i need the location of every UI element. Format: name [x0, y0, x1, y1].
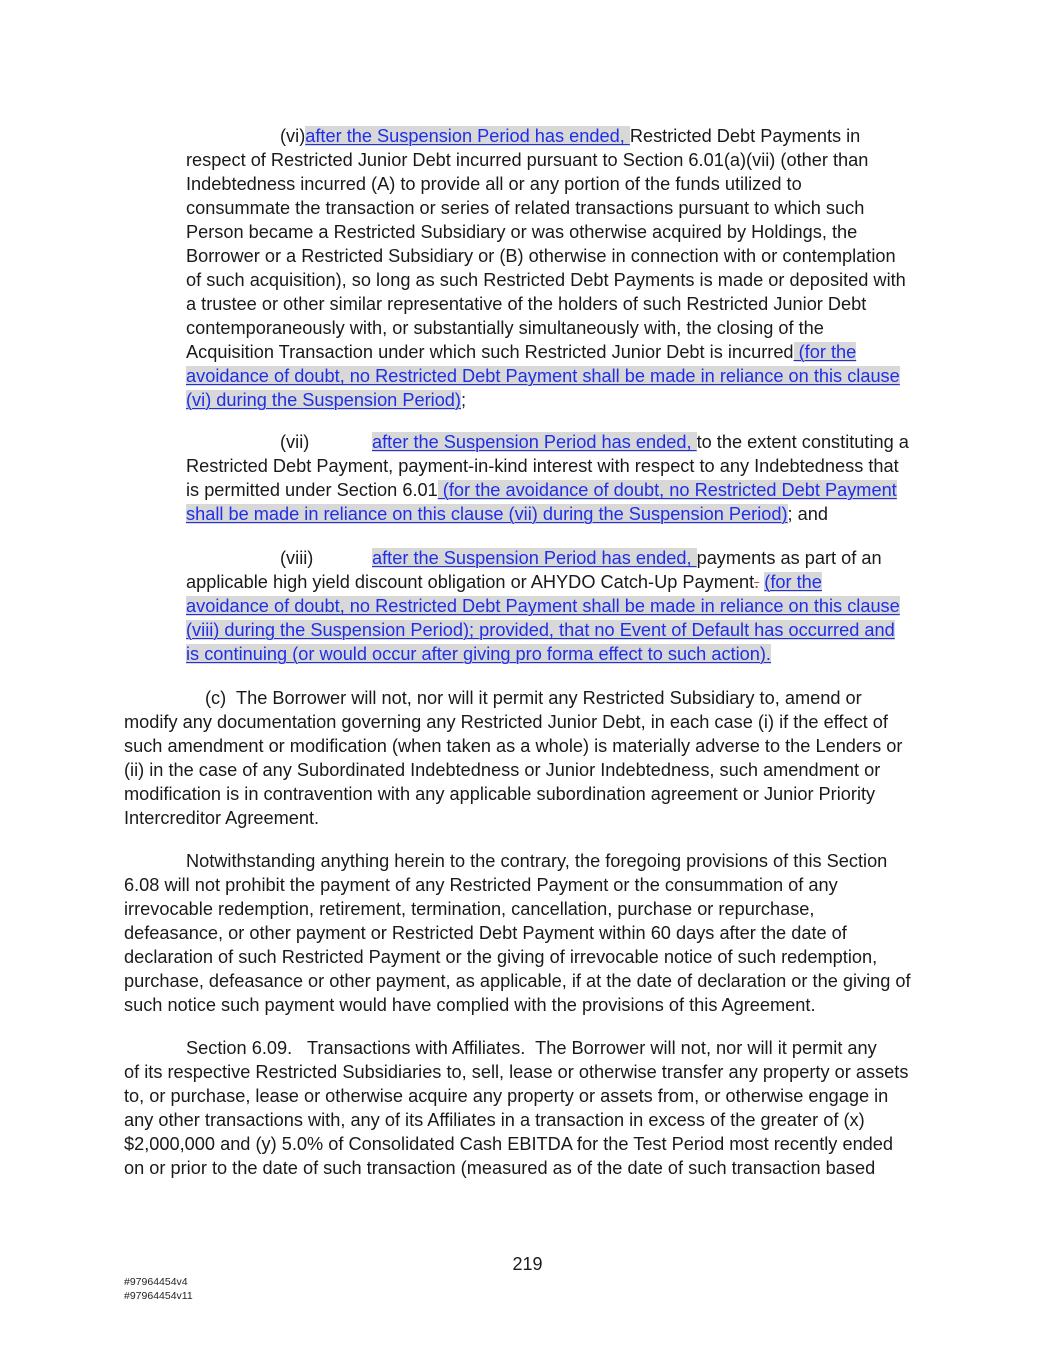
text-line: such amendment or modification (when taken as a whole) is materially adverse to the Lenders or [124, 736, 903, 756]
text-line: modify any documentation governing any Restricted Junior Debt, in each case (i) if the effect of [124, 712, 888, 732]
text-line: any other transactions with, any of its Affiliates in a transaction in excess of the greater of (x) [124, 1110, 865, 1130]
text-line: on or prior to the date of such transaction (measured as of the date of such transaction based [124, 1158, 876, 1178]
inserted-text: avoidance of doubt, no Restricted Debt Payment shall be made in reliance on this clause [186, 596, 900, 616]
text-run: payments as part of an [696, 548, 882, 568]
text-line: 6.08 will not prohibit the payment of any Restricted Payment or the consummation of any [124, 875, 838, 895]
text-line [186, 268, 906, 292]
text-line [280, 124, 860, 148]
text-run: of such acquisition), so long as such Restricted Debt Payments is made or deposited with [186, 270, 906, 290]
text-line: (ii) in the case of any Subordinated Indebtedness or Junior Indebtedness, such amendment or [124, 760, 881, 780]
text-line [186, 502, 828, 526]
text-run: consummate the transaction or series of related transactions pursuant to which such [186, 198, 865, 218]
text-run: applicable high yield discount obligation or AHYDO Catch-Up Payment [186, 572, 755, 592]
text-line: defeasance, or other payment or Restricted Debt Payment within 60 days after the date of [124, 923, 847, 943]
text-line [186, 594, 900, 618]
text-line [186, 340, 856, 364]
text-line [186, 220, 857, 244]
inserted-text: shall be made in reliance on this clause (vii) during the Suspension Period) [186, 504, 788, 524]
text-line: modification is in contravention with any applicable subordination agreement or Junior Priority [124, 784, 876, 804]
text-line: such notice such payment would have complied with the provisions of this Agreement. [124, 995, 816, 1015]
text-run: Restricted Debt Payment, payment-in-kind interest with respect to any Indebtedness that [186, 456, 899, 476]
text-line: (c) The Borrower will not, nor will it permit any Restricted Subsidiary to, amend or [205, 688, 862, 708]
text-line [186, 148, 868, 172]
deleted-text: . [754, 572, 760, 592]
text-run: contemporaneously with, or substantially simultaneously with, the closing of the [186, 318, 824, 338]
text-line [186, 618, 895, 642]
text-line [186, 454, 899, 478]
doc-id: #97964454v11 [124, 1290, 193, 1302]
text-line [186, 570, 822, 594]
text-line: to, or purchase, lease or otherwise acquire any property or assets from, or otherwise engage in [124, 1086, 889, 1106]
text-line: Intercreditor Agreement. [124, 808, 320, 828]
page-number: 219 [512, 1254, 543, 1274]
text-run: a trustee or other similar representative of the holders of such Restricted Junior Debt [186, 294, 867, 314]
text-run: to the extent constituting a [696, 432, 909, 452]
text-line: irrevocable redemption, retirement, termination, cancellation, purchase or repurchase, [124, 899, 815, 919]
text-line [280, 546, 882, 570]
text-line [186, 316, 824, 340]
text-line [186, 388, 466, 412]
text-run: Acquisition Transaction under which such Restricted Junior Debt is incurred [186, 342, 794, 362]
text-run: Restricted Debt Payments in [629, 126, 861, 146]
clause-label: (vii) [280, 432, 310, 452]
inserted-text: (vi) during the Suspension Period) [186, 390, 461, 410]
text-run: ; and [787, 504, 828, 524]
text-run: (vi) [280, 126, 306, 146]
inserted-text: avoidance of doubt, no Restricted Debt Payment shall be made in reliance on this clause [186, 366, 900, 386]
text-line: $2,000,000 and (y) 5.0% of Consolidated Cash EBITDA for the Test Period most recently ended [124, 1134, 894, 1154]
text-run: respect of Restricted Junior Debt incurred pursuant to Section 6.01(a)(vii) (other than [186, 150, 869, 170]
inserted-text: (viii) during the Suspension Period); provided, that no Event of Default has occurred and [186, 620, 895, 640]
text-run: Indebtedness incurred (A) to provide all or any portion of the funds utilized to [186, 174, 802, 194]
clause-label: (viii) [280, 548, 314, 568]
text-line: purchase, defeasance or other payment, as applicable, if at the date of declaration or the giving of [124, 971, 911, 991]
text-line [186, 196, 864, 220]
text-line [186, 244, 896, 268]
text-line: Notwithstanding anything herein to the contrary, the foregoing provisions of this Section [186, 851, 888, 871]
inserted-text: after the Suspension Period has ended, [305, 126, 630, 146]
text-line: Section 6.09. Transactions with Affiliates. The Borrower will not, nor will it permit any [186, 1038, 877, 1058]
text-line [280, 430, 909, 454]
inserted-text: (for the [793, 342, 857, 362]
text-line [186, 642, 771, 666]
inserted-text: (for the avoidance of doubt, no Restricted Debt Payment [437, 480, 897, 500]
text-line [186, 364, 900, 388]
text-run: ; [460, 390, 467, 410]
text-run: is permitted under Section 6.01 [186, 480, 438, 500]
text-run: Person became a Restricted Subsidiary or was otherwise acquired by Holdings, the [186, 222, 858, 242]
text-line [186, 172, 802, 196]
text-run: Borrower or a Restricted Subsidiary or (B) otherwise in connection with or contemplation [186, 246, 896, 266]
text-line [186, 478, 897, 502]
doc-id: #97964454v4 [124, 1276, 188, 1288]
inserted-text: after the Suspension Period has ended, [372, 432, 697, 452]
text-line [186, 292, 866, 316]
inserted-text: is continuing (or would occur after giving pro forma effect to such action). [186, 644, 771, 664]
text-line: declaration of such Restricted Payment or the giving of irrevocable notice of such redemption, [124, 947, 878, 967]
inserted-text: (for the [764, 572, 822, 592]
text-line: of its respective Restricted Subsidiaries to, sell, lease or otherwise transfer any property or assets [124, 1062, 909, 1082]
inserted-text: after the Suspension Period has ended, [372, 548, 697, 568]
